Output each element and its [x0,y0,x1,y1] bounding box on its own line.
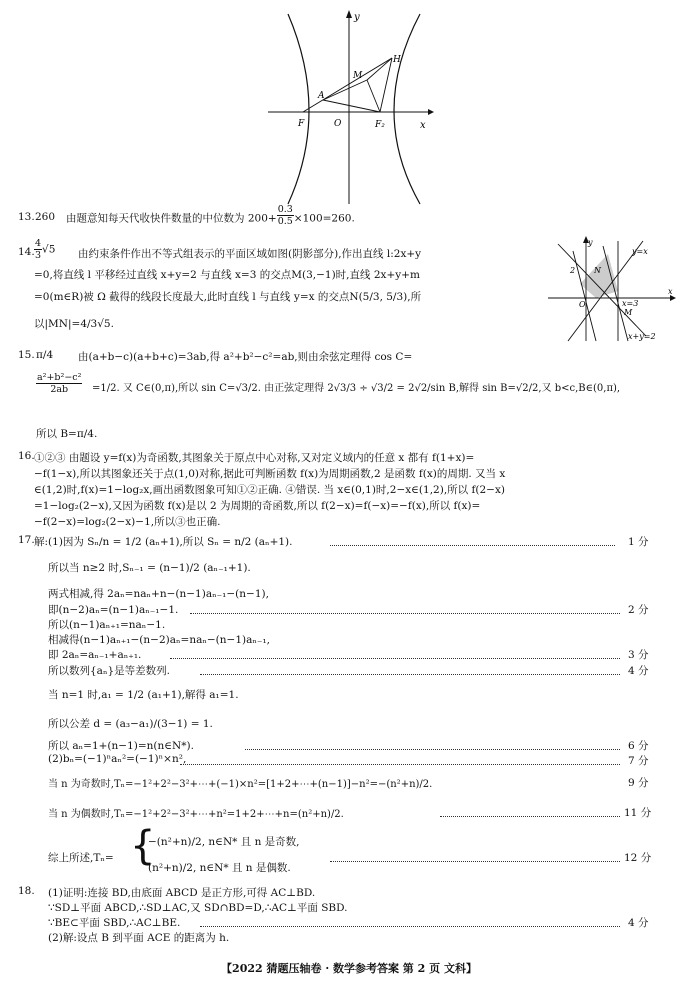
q15-frac: $\frac{\text{a²+b²−c²}}{2ab}$ [37,372,82,395]
q17-number: 17. [18,534,35,546]
q15-answer: π/4 [36,349,54,361]
q17-line: 当 n 为偶数时,Tₙ=−1²+2²−3²+⋯+n²=1+2+⋯+n=(n²+n)/2. [48,809,344,820]
q16-line: −f(2−x)=log₂(2−x)−1,所以③也正确. [34,516,221,528]
q15-line2: =1/2. 又 C∈(0,π),所以 sin C=√3/2. 由正弦定理得 2√3/3 ÷ √3/2 = 2√2/sin B,解得 sin B=√2/2,又 b<c,B∈(0,π), [92,383,621,394]
q17-line: 所以数列{aₙ}是等差数列. [48,665,171,677]
fig-label-h: H [393,55,401,65]
fig-label-f2: F₂ [375,120,385,130]
q14-fig-x3: x=3 [622,299,639,308]
q15-line3: 所以 B=π/4. [36,428,98,440]
q17-line: 即 2aₙ=aₙ₋₁+aₙ₊₁. [48,649,142,661]
q16-line: =1−log₂(2−x),又因为函数 f(x)是以 2 为周期的奇函数,所以 f(2−x)=f(−x)=−f(x),所以 f(x)= [34,500,481,512]
q14-line2: =0,将直线 l 平移经过直线 x+y=2 与直线 x=3 的交点M(3,−1)时,直线 2x+y+m [34,269,420,281]
q17-line: 解:(1)因为 Sₙ/n = 1/2 (aₙ+1),所以 Sₙ = n/2 (aₙ+1). [34,536,293,548]
q18-line: (1)证明:连接 BD,由底面 ABCD 是正方形,可得 AC⊥BD. [48,887,316,899]
q17-line: 综上所述,Tₙ= [48,852,114,864]
q13-number: 13. [18,211,35,223]
q17-line: 所以(n−1)aₙ₊₁=naₙ−1. [48,619,166,631]
hyperbola-figure [268,6,438,206]
q14-fig-2: 2 [570,266,576,275]
q14-fig-y: y [588,238,593,247]
q17-case1: −(n²+n)/2, n∈N* 且 n 是奇数, [148,836,300,848]
q16-line: −f(1−x),所以其图象还关于点(1,0)对称,据此可判断函数 f(x)为周期函数,2 是函数 f(x)的周期. 又当 x [34,468,506,480]
q17-line: 两式相减,得 2aₙ=naₙ+n−(n−1)aₙ₋₁−(n−1), [48,588,269,600]
q17-score: 12 分 [624,852,652,864]
q17-score: 4 分 [628,665,649,677]
q17-line: 当 n 为奇数时,Tₙ=−1²+2²−3²+⋯+(−1)×n²=[1+2+⋯+(n−1)]−n²=−(n²+n)/2. [48,779,433,790]
fig-label-o: O [334,119,342,129]
q17-score: 2 分 [628,604,649,616]
fig-label-m: M [353,71,363,81]
q17-score: 7 分 [628,755,649,767]
q14-fig-x: x [668,287,673,296]
q17-score: 11 分 [624,807,652,819]
q17-score: 1 分 [628,536,649,548]
q15-number: 15. [18,349,35,361]
q14-fig-yx: y=x [632,247,648,256]
q14-line3: =0(m∈R)被 Ω 截得的线段长度最大,此时直线 l 与直线 y=x 的交点N(5/3, 5/3),所 [34,291,422,303]
q17-score: 3 分 [628,649,649,661]
q14-fig-o: O [579,300,586,309]
q14-answer: $\frac{4}{3}$ √5 [35,238,56,261]
q18-line: ∵SD⊥平面 ABCD,∴SD⊥AC,又 SD∩BD=D,∴AC⊥平面 SBD. [48,902,348,914]
fig-label-y: y [354,12,360,23]
q18-line: ∵BE⊂平面 SBD,∴AC⊥BE. [48,917,181,929]
q18-score: 4 分 [628,917,649,929]
q17-line: 所以当 n≥2 时,Sₙ₋₁ = (n−1)/2 (aₙ₋₁+1). [48,562,251,574]
q17-line: 当 n=1 时,a₁ = 1/2 (a₁+1),解得 a₁=1. [48,689,239,701]
q15-line1: 由(a+b−c)(a+b+c)=3ab,得 a²+b²−c²=ab,则由余弦定理得 cos C= [78,351,413,363]
q14-number: 14. [18,246,35,258]
q14-line4: 以|MN|=4/3√5. [34,318,114,330]
q17-line: 所以 aₙ=1+(n−1)=n(n∈N*). [48,740,194,752]
page-footer: 【2022 猜题压轴卷 · 数学参考答案 第 2 页 文科】 [221,962,477,975]
q18-line: (2)解:设点 B 到平面 ACE 的距离为 h. [48,932,230,944]
q17-score: 6 分 [628,740,649,752]
fig-label-a: A [318,91,325,101]
q13-answer: 260 [35,211,56,223]
q17-line: (2)bₙ=(−1)ⁿaₙ²=(−1)ⁿ×n², [48,753,187,765]
q14-fig-xy2: x+y=2 [628,332,656,341]
q17-line: 即(n−2)aₙ=(n−1)aₙ₋₁−1. [48,604,179,616]
q14-line1: 由约束条件作出不等式组表示的平面区域如图(阴影部分),作出直线 l:2x+y [78,248,422,260]
q13-text: 由题意知每天代收快件数量的中位数为 200+ $\frac{0.3}{0.5}$ ×100=260. [66,204,355,227]
q17-score: 9 分 [628,777,649,789]
q14-fig-m: M [624,308,633,317]
q14-region-figure [548,236,678,344]
q17-line: 所以公差 d = (a₃−a₁)/(3−1) = 1. [48,718,213,730]
q17-brace: { [130,823,156,869]
fig-label-x: x [420,120,426,131]
q16-line: ∈(1,2)时,f(x)=1−log₂x,画出函数图象可知①②正确. ④错误. 当 x∈(0,1)时,2−x∈(1,2),所以 f(2−x) [34,484,505,496]
fig-label-f1: F [298,119,305,129]
q17-case2: (n²+n)/2, n∈N* 且 n 是偶数. [148,862,291,874]
q17-line: 相减得(n−1)aₙ₊₁−(n−2)aₙ=naₙ−(n−1)aₙ₋₁, [48,634,271,646]
q18-number: 18. [18,885,35,897]
q16-number: 16. [18,450,35,462]
q16-line: ①②③ 由题设 y=f(x)为奇函数,其图象关于原点中心对称,又对定义域内的任意 x 都有 f(1+x)= [34,452,475,464]
q14-fig-n: N [594,266,601,275]
